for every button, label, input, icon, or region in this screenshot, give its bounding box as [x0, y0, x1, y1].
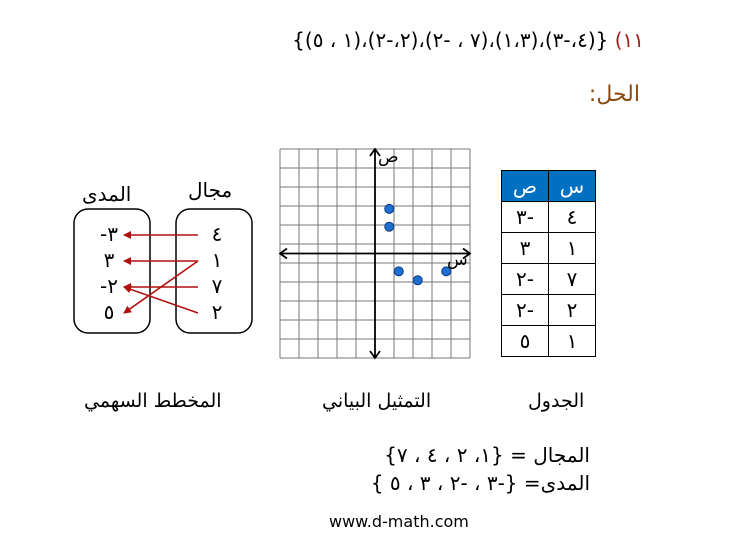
coordinate-graph — [279, 148, 471, 360]
table-cell-x: ١ — [549, 326, 596, 357]
table-cell-x: ١ — [549, 233, 596, 264]
table-row — [502, 264, 596, 295]
range-value: -٣ — [100, 222, 118, 246]
x-axis-label: س — [447, 250, 468, 270]
website-link[interactable]: www.d-math.com — [329, 512, 469, 531]
table-row — [502, 295, 596, 326]
range-value: -٢ — [100, 274, 118, 298]
domain-value: ٢ — [211, 300, 223, 324]
table-row — [502, 202, 596, 233]
solution-label: الحل: — [588, 82, 640, 107]
range-title: المدى — [82, 182, 132, 206]
range-value: ٣ — [103, 248, 115, 272]
table-row — [502, 326, 596, 357]
table-row — [502, 233, 596, 264]
table-cell-x: ٤ — [549, 202, 596, 233]
graph-point — [385, 204, 394, 213]
domain-value: ١ — [211, 248, 223, 272]
mapping-arrows — [124, 235, 198, 313]
table-cell-y: -٢ — [502, 295, 549, 326]
table-header-y: ص — [502, 171, 549, 202]
question-number: ١١) — [614, 28, 644, 52]
table-cell-x: ٢ — [549, 295, 596, 326]
graph-point — [413, 276, 422, 285]
domain-value: ٧ — [211, 274, 223, 298]
range-result: المدى= {-٣ ، -٢ ، ٣ ، ٥ } — [370, 471, 590, 495]
domain-value: ٤ — [211, 222, 223, 246]
mapping-arrow — [124, 287, 198, 313]
y-axis-label: ص — [378, 147, 399, 167]
table-header-row — [502, 171, 596, 202]
table-cell-y: -٣ — [502, 202, 549, 233]
table-cell-y: -٢ — [502, 264, 549, 295]
table-cell-x: ٧ — [549, 264, 596, 295]
caption-table: الجدول — [528, 390, 585, 412]
graph-point — [385, 222, 394, 231]
caption-graph: التمثيل البياني — [322, 390, 432, 412]
xy-table — [501, 170, 596, 357]
relation-set: {(٤،-٣)،(١،٣)،(٧ ، -٢)،(٢،-٢)،(١ ، ٥)} — [292, 28, 609, 52]
question-line — [292, 28, 644, 52]
table-header-x: س — [549, 171, 596, 202]
table-cell-y: ٥ — [502, 326, 549, 357]
domain-title: مجال — [188, 178, 233, 202]
graph-points — [385, 204, 451, 284]
graph-point — [394, 267, 403, 276]
table-cell-y: ٣ — [502, 233, 549, 264]
caption-arrow-diagram: المخطط السهمي — [84, 390, 222, 412]
range-value: ٥ — [103, 300, 115, 324]
domain-result: المجال = {١، ٢ ، ٤ ، ٧} — [384, 443, 590, 467]
